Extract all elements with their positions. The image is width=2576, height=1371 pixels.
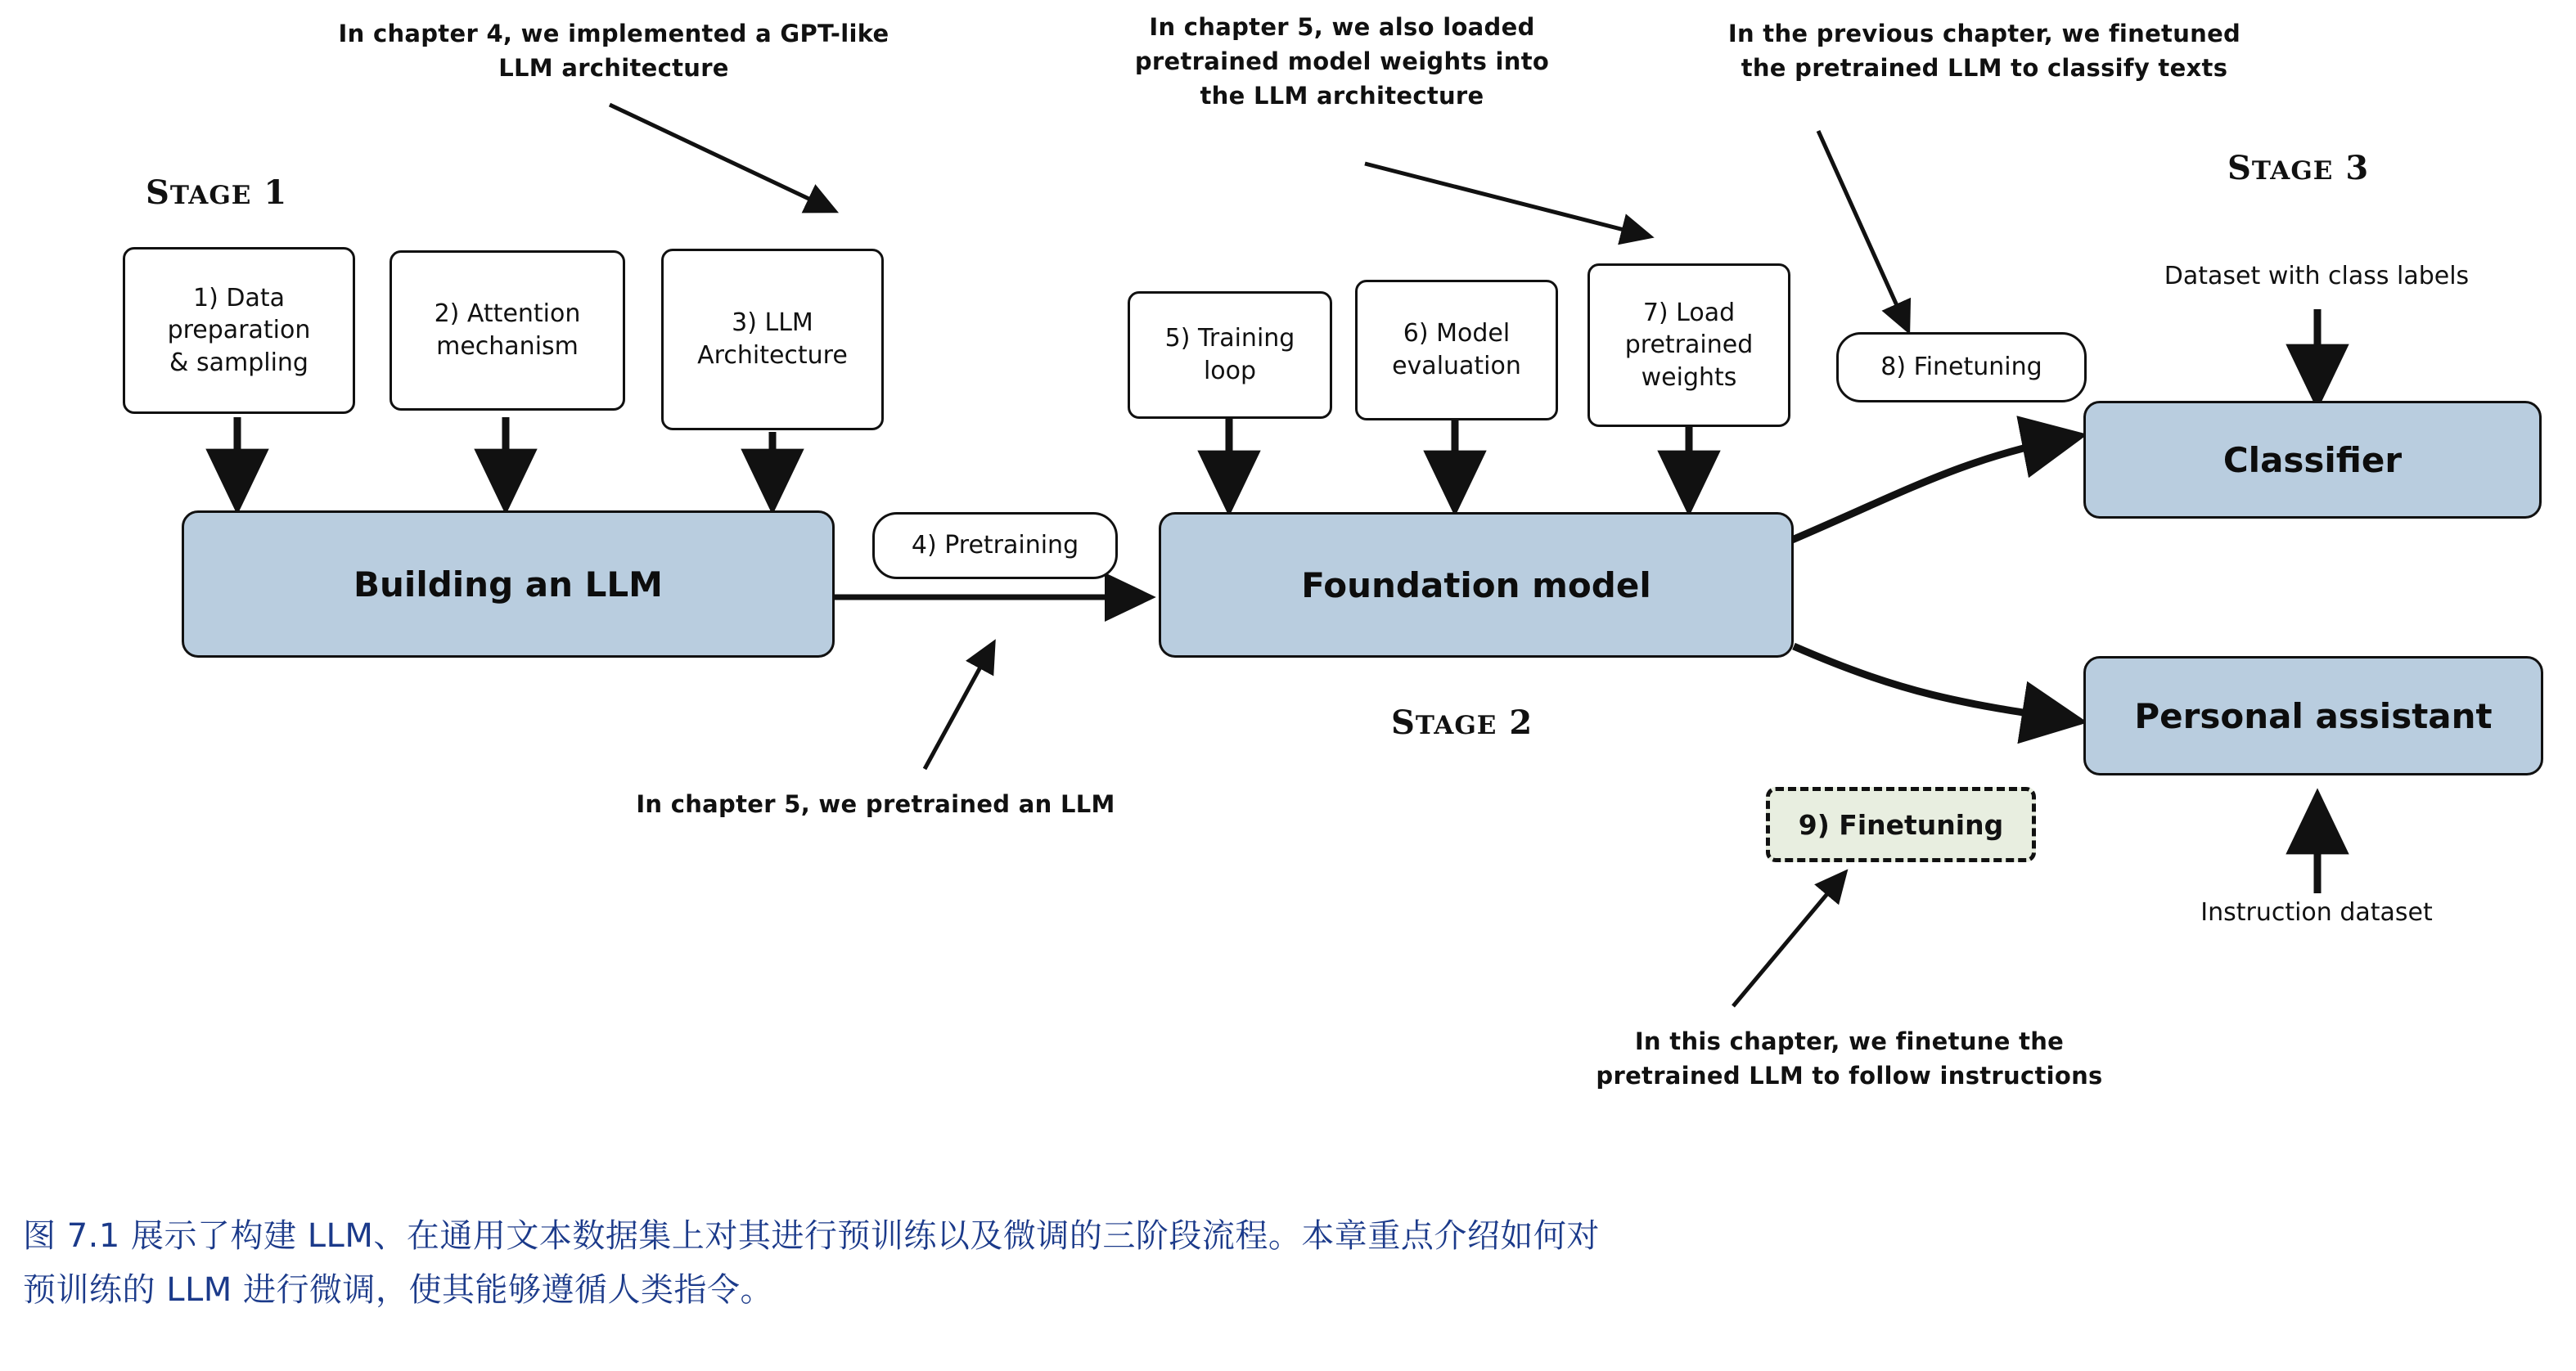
stage-1-number: 1 — [263, 173, 288, 212]
note-previous-chapter-line1: In the previous chapter, we finetuned — [1727, 20, 2241, 47]
note-this-chapter-line2: pretrained LLM to follow instructions — [1596, 1062, 2103, 1090]
figure-caption — [23, 1209, 2551, 1317]
figure-caption-line2: 预训练的 LLM 进行微调，使其能够遵循人类指令。 — [23, 1271, 774, 1309]
step-1-line1: 1) Data — [193, 283, 285, 312]
note-chapter4 — [245, 16, 982, 85]
note-chapter4-line1: In chapter 4, we implemented a GPT-like — [338, 20, 889, 47]
step-box-3-llm-architecture[interactable] — [661, 249, 884, 430]
note-chapter5-weights-line2: pretrained model weights into — [1134, 47, 1550, 76]
box-personal-assistant[interactable] — [2083, 656, 2543, 775]
step-1-line2: preparation — [167, 316, 311, 345]
stage-2-number: 2 — [1509, 703, 1533, 742]
box-classifier-label: Classifier — [2222, 439, 2403, 480]
step-box-5-training-loop[interactable] — [1128, 291, 1332, 419]
note-chapter5-pretrain-line1: In chapter 5, we pretrained an LLM — [636, 790, 1115, 818]
step-box-9-finetuning[interactable] — [1766, 787, 2036, 862]
step-9-label: 9) Finetuning — [1798, 808, 2004, 841]
step-8-label: 8) Finetuning — [1880, 353, 2042, 382]
step-box-4-pretraining[interactable] — [872, 512, 1118, 579]
step-3-line1: 3) LLM — [732, 308, 813, 338]
stage-2-label-rest: TAGE — [1415, 711, 1497, 740]
note-chapter5-weights — [1031, 10, 1653, 113]
note-chapter5-pretrain — [573, 787, 1178, 821]
box-personal-assistant-label: Personal assistant — [2134, 695, 2493, 736]
note-chapter5-weights-line3: the LLM architecture — [1200, 82, 1484, 110]
box-foundation-model[interactable] — [1159, 512, 1794, 658]
note-previous-chapter — [1628, 16, 2340, 85]
step-5-line1: 5) Training — [1164, 324, 1295, 353]
stage-2-label: STAGE 2 — [1391, 703, 1533, 742]
label-dataset-with-class-labels-text: Dataset with class labels — [2164, 262, 2470, 290]
note-chapter4-line2: LLM architecture — [498, 54, 729, 83]
note-previous-chapter-line2: the pretrained LLM to classify texts — [1741, 54, 2228, 83]
step-1-line3: & sampling — [169, 348, 308, 377]
step-box-7-load-pretrained-weights[interactable] — [1587, 263, 1790, 427]
step-7-line3: weights — [1641, 362, 1737, 392]
step-2-line1: 2) Attention — [434, 299, 581, 329]
stage-3-label-rest: TAGE — [2251, 156, 2334, 186]
step-2-line2: mechanism — [436, 332, 579, 361]
step-3-line2: Architecture — [697, 341, 848, 370]
step-box-2-attention-mechanism[interactable] — [390, 250, 625, 411]
step-7-line2: pretrained — [1624, 330, 1754, 360]
stage-1-label: STAGE 1 — [146, 173, 288, 212]
step-6-line2: evaluation — [1392, 352, 1521, 380]
stage-3-label: STAGE 3 — [2227, 149, 2370, 187]
note-this-chapter — [1481, 1024, 2218, 1093]
figure-caption-line1: 图 7.1 展示了构建 LLM、在通用文本数据集上对其进行预训练以及微调的三阶段流程。本章重点介绍如何对 — [23, 1217, 1600, 1255]
step-box-1-data-preparation[interactable] — [123, 247, 355, 414]
box-foundation-model-label: Foundation model — [1301, 564, 1651, 605]
step-7-line1: 7) Load — [1642, 298, 1736, 327]
stage-1-label-rest: TAGE — [169, 181, 252, 210]
step-box-6-model-evaluation[interactable] — [1355, 280, 1558, 420]
label-instruction-dataset-text: Instruction dataset — [2200, 898, 2433, 927]
box-classifier[interactable] — [2083, 401, 2542, 519]
step-4-label: 4) Pretraining — [911, 531, 1079, 560]
step-box-8-finetuning[interactable] — [1836, 332, 2087, 402]
step-5-line2: loop — [1203, 357, 1257, 385]
box-building-an-llm-label: Building an LLM — [354, 564, 663, 605]
note-chapter5-weights-line1: In chapter 5, we also loaded — [1149, 13, 1535, 41]
box-building-an-llm[interactable] — [182, 510, 835, 658]
step-6-line1: 6) Model — [1403, 319, 1511, 348]
label-dataset-with-class-labels — [2092, 262, 2542, 290]
stage-3-number: 3 — [2345, 149, 2370, 187]
label-instruction-dataset — [2092, 898, 2542, 927]
note-this-chapter-line1: In this chapter, we finetune the — [1634, 1027, 2065, 1055]
